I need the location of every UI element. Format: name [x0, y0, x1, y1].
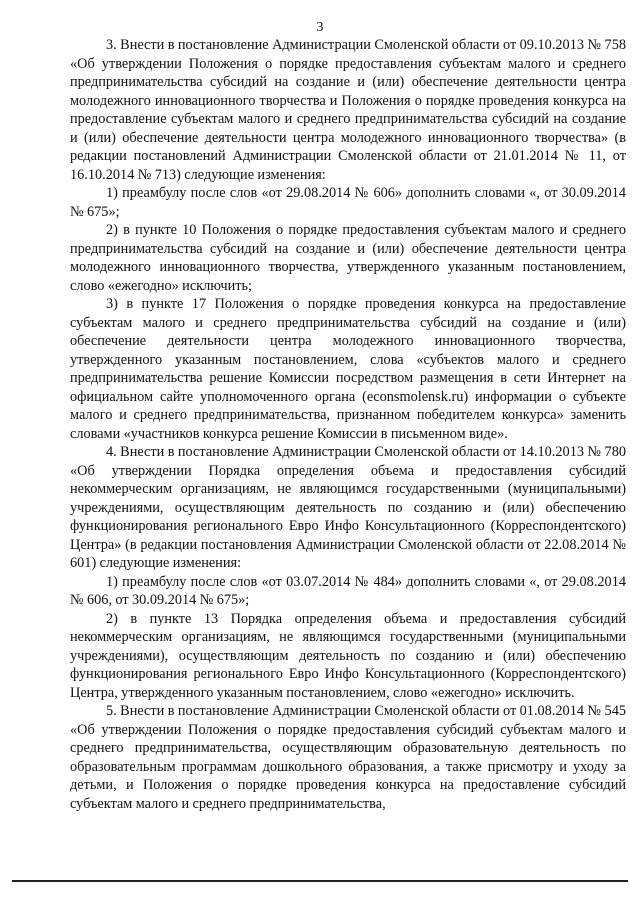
paragraph-item-3: 3. Внести в постановление Администрации Смоленской области от 09.10.2013 № 758 «Об утверждении Положения о порядке предоставления субъектам малого и среднего предпринимательства субсидий на создание и (или) обеспечение деятельности центра молодежного инновационного творчества и Положения о порядке проведения конкурса на предоставление субъектам малого и среднего предпринимательства субсидий на создание и (или) обеспечение деятельности центра молодежного инновационного творчества» (в редакции постановлений Администрации Смоленской области от 21.01.2014 № 11, от 16.10.2014 № 713) следующие изменения: — [70, 37, 626, 183]
page-number: 3 — [316, 20, 324, 35]
page-bottom-rule — [12, 880, 628, 882]
document-body — [70, 36, 626, 813]
subparagraph-3-3: 3) в пункте 17 Положения о порядке проведения конкурса на предоставление субъектам малого и среднего предпринимательства субсидий на создание и (или) обеспечение деятельности центра молодежного инновационного творчества, утвержденного указанным постановлением, слова «субъектов малого и среднего предпринимательства решение Комиссии посредством размещения в сети Интернет на официальном сайте уполномоченного органа (econsmolensk.ru) информации о субъекте малого и среднего предпринимательства, признанном победителем конкурса» заменить словами «участников конкурса решение Комиссии в письменном виде». — [70, 296, 626, 442]
subparagraph-4-2: 2) в пункте 13 Порядка определения объема и предоставления субсидий некоммерческим организациям, не являющимся государственными (муниципальными учреждениями), осуществляющим деятельность по созданию и (или) обеспечению функционирования регионального Евро Инфо Консультационного (Корреспондентского) Центра, утвержденного указанным постановлением, слово «ежегодно» исключить. — [70, 610, 626, 701]
subparagraph-4-1: 1) преамбулу после слов «от 03.07.2014 № 484» дополнить словами «, от 29.08.2014 № 606, от 30.09.2014 № 675»; — [70, 573, 626, 608]
subparagraph-3-1: 1) преамбулу после слов «от 29.08.2014 № 606» дополнить словами «, от 30.09.2014 № 675»; — [70, 185, 626, 220]
subparagraph-3-2: 2) в пункте 10 Положения о порядке предоставления субъектам малого и среднего предпринимательства субсидий на создание и (или) обеспечение деятельности центра молодежного инновационного творчества, утвержденного указанным постановлением, слово «ежегодно» исключить; — [70, 222, 626, 294]
paragraph-item-4: 4. Внести в постановление Администрации Смоленской области от 14.10.2013 № 780 «Об утверждении Порядка определения объема и предоставления субсидий некоммерческим организациям, не являющимся государственными (муниципальными) учреждениями, осуществляющим деятельность по созданию и (или) обеспечению функционирования регионального Евро Инфо Консультационного (Корреспондентского) Центра» (в редакции постановления Администрации Смоленской области от 22.08.2014 № 601) следующие изменения: — [70, 444, 626, 571]
paragraph-item-5: 5. Внести в постановление Администрации Смоленской области от 01.08.2014 № 545 «Об утверждении Положения о порядке предоставления субсидий субъектам малого и среднего предпринимательства, осуществляющим образовательную деятельность по образовательным программам дошкольного образования, а также присмотру и уходу за детьми, и Положения о порядке проведения конкурса на предоставление субсидий субъектам малого и среднего предпринимательства, — [70, 703, 626, 812]
